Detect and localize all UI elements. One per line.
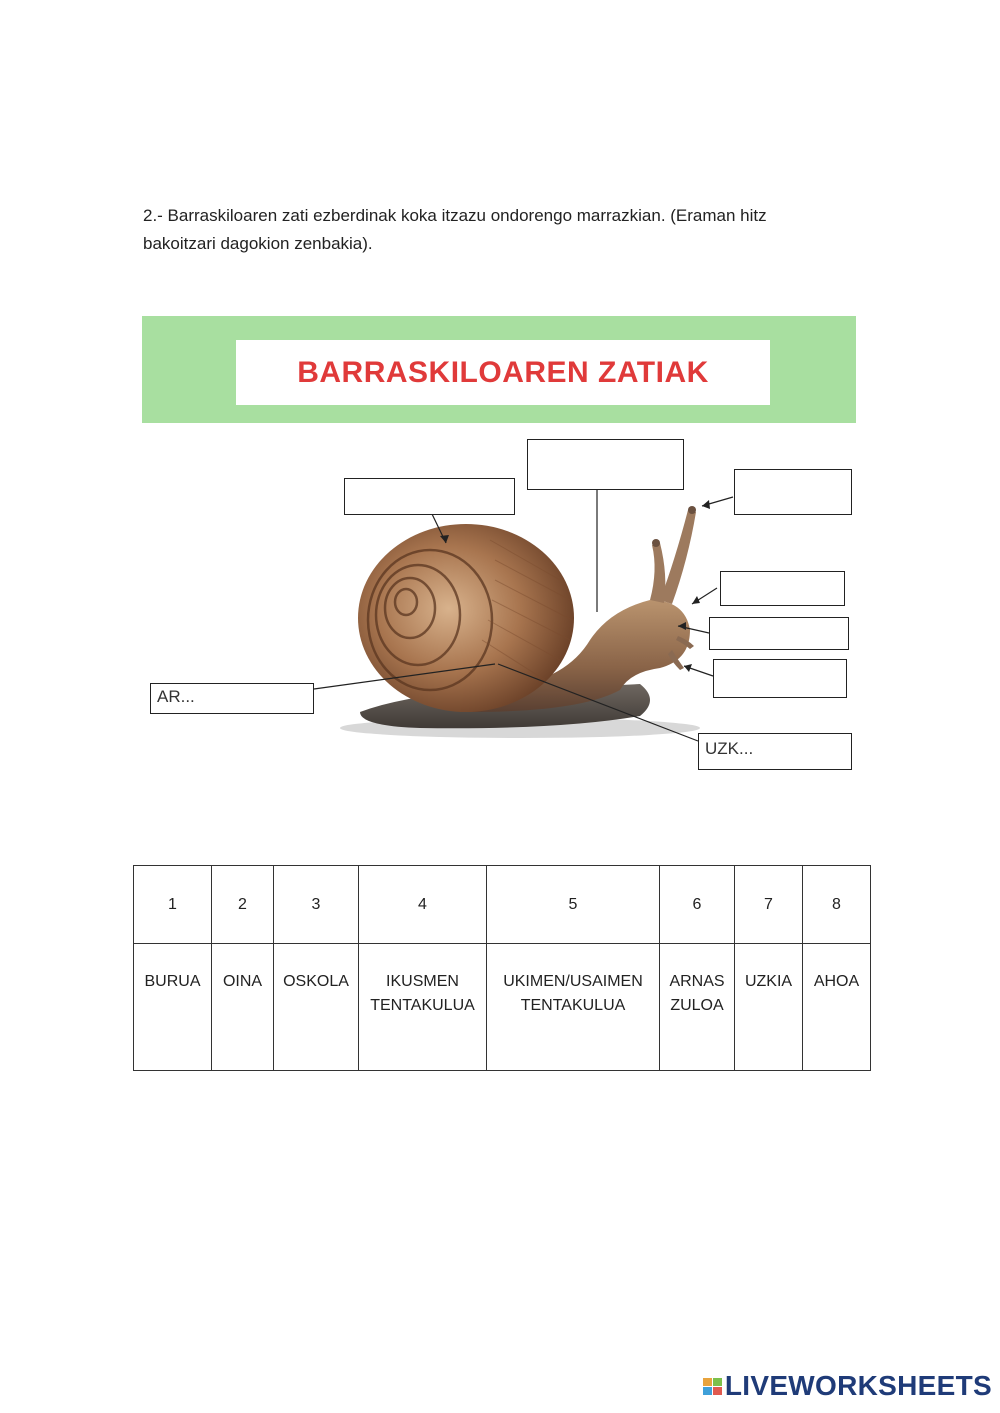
logo-mark-square-2 — [713, 1378, 722, 1386]
banner-title: BARRASKILOAREN ZATIAK — [297, 355, 709, 389]
label-box-foot[interactable]: UZK... — [698, 733, 852, 770]
part-name-ikusmen: IKUSMEN — [386, 973, 459, 990]
upper-tentacle-right — [660, 510, 696, 604]
table-number-row — [134, 866, 871, 944]
logo-mark-icon — [703, 1378, 722, 1395]
table-name-cell — [660, 944, 735, 1071]
part-name-zuloa: ZULOA — [670, 997, 724, 1014]
table-number-cell: 4 — [359, 866, 487, 944]
leader-line-eye — [692, 588, 717, 604]
part-name-ahoa: AHOA — [813, 973, 860, 990]
instruction-line-2: bakoitzari dagokion zenbakia). — [143, 234, 373, 253]
table-name-cell — [487, 944, 660, 1071]
table-name-cell — [735, 944, 803, 1071]
label-box-body-top[interactable] — [527, 439, 684, 490]
label-box-shell-top[interactable] — [344, 478, 515, 515]
table-number-cell: 7 — [735, 866, 803, 944]
snail-foot — [360, 684, 650, 728]
part-name-ukimen-usaimen: UKIMEN/USAIMEN — [503, 973, 643, 990]
logo-mark-square-3 — [703, 1387, 712, 1395]
logo-mark-square-1 — [703, 1378, 712, 1386]
lower-tentacle — [668, 650, 684, 670]
title-box — [236, 340, 770, 405]
logo-mark-square-4 — [713, 1387, 722, 1395]
label-box-head[interactable] — [709, 617, 849, 650]
instruction-text — [143, 202, 843, 258]
table-name-cell — [274, 944, 359, 1071]
snail-shadow — [340, 718, 700, 738]
parts-table — [133, 865, 871, 1071]
part-name-burua: BURUA — [144, 973, 201, 990]
part-name-oina: OINA — [222, 973, 263, 990]
part-name-ukimen-tentakulua: TENTAKULUA — [520, 997, 626, 1014]
leader-line-upper-tentacle — [702, 497, 733, 506]
part-name-arnas: ARNAS — [669, 973, 725, 990]
label-box-eye-base[interactable] — [720, 571, 845, 606]
table-number-cell: 1 — [134, 866, 212, 944]
table-number-cell: 8 — [803, 866, 871, 944]
table-number-cell: 6 — [660, 866, 735, 944]
title-banner — [142, 316, 856, 423]
table-name-cell — [134, 944, 212, 1071]
table-name-row — [134, 944, 871, 1071]
logo-text: LIVEWORKSHEETS — [724, 1370, 992, 1401]
liveworksheets-logo[interactable] — [703, 1369, 992, 1403]
table-name-cell — [212, 944, 274, 1071]
label-box-upper-tentacle[interactable] — [734, 469, 852, 515]
part-name-ikusmen-tentakulua: TENTAKULUA — [370, 997, 475, 1014]
instruction-line-1: 2.- Barraskiloaren zati ezberdinak koka itzazu ondorengo marrazkian. (Eraman hitz — [143, 206, 767, 225]
leader-line-head — [678, 626, 709, 633]
table-number-cell: 2 — [212, 866, 274, 944]
leader-line-shell — [432, 514, 446, 543]
part-name-uzkia: UZKIA — [744, 973, 793, 990]
table-name-cell — [803, 944, 871, 1071]
label-box-lower-tentacle[interactable] — [713, 659, 847, 698]
leader-line-pore — [314, 664, 495, 689]
table-number-cell: 5 — [487, 866, 660, 944]
snail-shell — [358, 524, 574, 712]
leader-line-foot — [498, 664, 698, 741]
part-name-oskola: OSKOLA — [283, 973, 349, 990]
snail-body — [470, 600, 690, 712]
label-box-left-pore[interactable]: AR... — [150, 683, 314, 714]
table-name-cell — [359, 944, 487, 1071]
leader-line-lower-tentacle — [684, 666, 713, 676]
upper-tentacle-left — [650, 543, 665, 603]
table-number-cell: 3 — [274, 866, 359, 944]
